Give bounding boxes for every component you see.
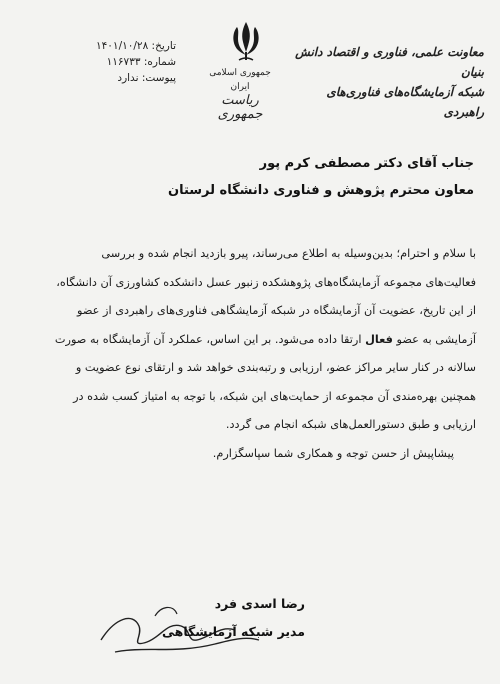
gov-office: ریاست جمهوری [217,93,263,122]
body-line: با سلام و احترام؛ بدین‌وسیله به اطلاع می‌رساند، پیرو بازدید انجام شده و بررسی [101,247,476,260]
signature-block [95,590,305,646]
org-line-1: معاونت علمی، فناوری و اقتصاد دانش بنیان [295,45,484,79]
status-active: فعال [365,332,393,346]
body-text: ارتقا داده می‌شود. بر این اساس، عملکرد آن آزمایشگاه به صورت [54,332,362,346]
body-line [24,326,476,355]
organization-heading [284,42,484,122]
recipient-name: جناب آقای دکتر مصطفی کرم پور [259,156,474,171]
body-line: فعالیت‌های مجموعه آزمایشگاه‌های پژوهشکده زنبور عسل دانشکده کشاورزی آن دانشگاه، [56,275,476,289]
letter-body [24,240,476,468]
signer-name: رضا اسدی فرد [214,596,305,611]
body-line: ارزیابی و طبق دستورالعمل‌های شبکه انجام می گردد. [225,418,476,431]
body-text: آزمایشی به عضو [396,332,476,346]
body-line: همچنین بهره‌مندی آن مجموعه از حمایت‌های این شبکه، با توجه به امتیاز کسب شده در [73,389,476,403]
closing-line: پیشاپیش از حسن توجه و همکاری شما سپاسگزارم. [212,446,454,460]
iran-emblem-icon [226,18,266,64]
recipient-block [34,150,474,204]
body-line: سالانه در کنار سایر مراکز عضو، ارزیابی و رتبه‌بندی خواهد شد و ارتقای نوع عضویت و [75,361,476,374]
gov-country: جمهوری اسلامی ایران [209,68,271,92]
letter-number: شماره: ۱۱۶۷۳۳ [106,56,176,68]
government-heading [200,66,280,122]
body-line: از این تاریخ، عضویت آن آزمایشگاه در شبکه آزمایشگاهی فناوری‌های راهبردی از عضو [77,304,476,317]
signer-role: مدیر شبکه آزمایشگاهی [162,624,305,639]
org-line-2: شبکه آزمایشگاه‌های فناوری‌های راهبردی [326,85,484,119]
letter-metadata [16,38,176,86]
letter-date: تاریخ: ۱۴۰۱/۱۰/۲۸ [96,40,176,52]
letter-attachment: پیوست: ندارد [117,72,176,84]
recipient-title: معاون محترم پژوهش و فناوری دانشگاه لرستان [167,183,474,198]
